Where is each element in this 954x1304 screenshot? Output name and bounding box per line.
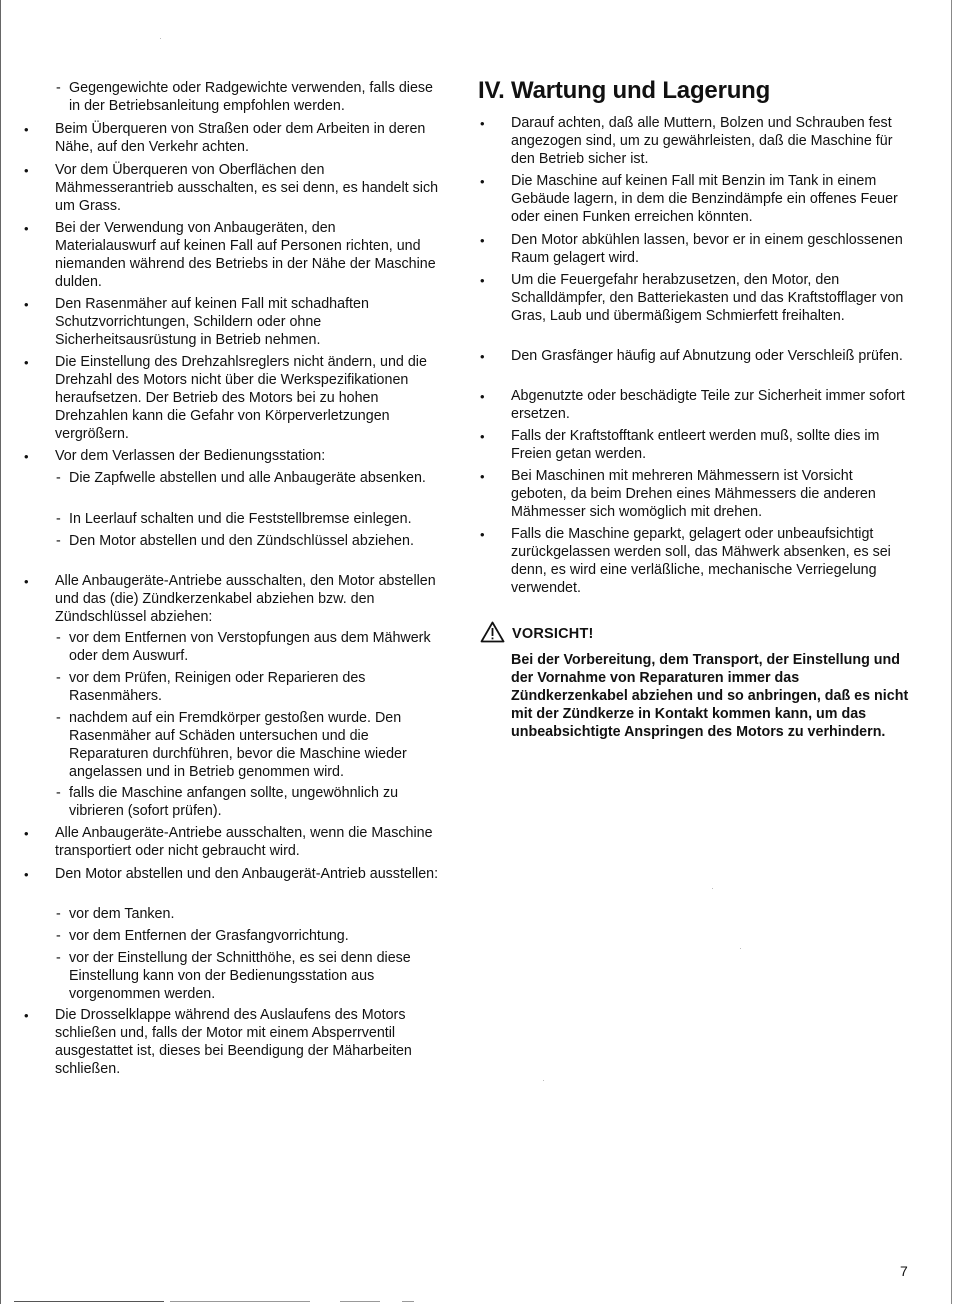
left-margin-rule bbox=[0, 0, 1, 1304]
dash-item: - vor dem Prüfen, Reinigen oder Reparieren des Rasenmähers. bbox=[69, 670, 439, 706]
caution-heading bbox=[480, 622, 594, 646]
dash-item: - Gegengewichte oder Radgewichte verwenden, falls diese in der Betriebsanleitung empfohlen werden. bbox=[69, 80, 439, 116]
dash-item: - Die Zapfwelle abstellen und alle Anbaugeräte absenken. bbox=[69, 470, 439, 488]
bullet-item: • Den Rasenmäher auf keinen Fall mit schadhaften Schutzvorrichtungen, Schildern oder ohne Sicherheitsausrüstung in Betrieb nehmen. bbox=[55, 296, 439, 350]
bullet-item: • Die Drosselklappe während des Auslaufens des Motors schließen und, falls der Motor mit einem Absperrventil ausgestattet ist, dieses bei Beendigung der Mäharbeiten schließen. bbox=[55, 1007, 439, 1079]
bullet-item: • Darauf achten, daß alle Muttern, Bolzen und Schrauben fest angezogen sind, um zu gewährleisten, daß die Maschine für den Betrieb sicher ist. bbox=[511, 115, 911, 169]
bullet-item: • Abgenutzte oder beschädigte Teile zur Sicherheit immer sofort ersetzen. bbox=[511, 388, 911, 424]
dash-item: - vor dem Entfernen von Verstopfungen aus dem Mähwerk oder dem Auswurf. bbox=[69, 630, 439, 666]
bullet-item: • Den Motor abkühlen lassen, bevor er in einem geschlossenen Raum gelagert wird. bbox=[511, 232, 911, 268]
bullet-item: • Die Maschine auf keinen Fall mit Benzin im Tank in einem Gebäude lagern, in dem die Benzindämpfe ein offenes Feuer oder einen Funken erreichen könnten. bbox=[511, 173, 911, 227]
dash-item: - Den Motor abstellen und den Zündschlüssel abziehen. bbox=[69, 533, 439, 551]
scan-speck bbox=[160, 38, 161, 39]
bullet-item: • Bei der Verwendung von Anbaugeräten, den Materialauswurf auf keinen Fall auf Personen richten, und niemanden während des Betriebs in der Nähe der Maschine dulden. bbox=[55, 220, 439, 292]
bullet-item: • Falls die Maschine geparkt, gelagert oder unbeaufsichtigt zurückgelassen werden soll, das Mähwerk absenken, es sei denn, es wird eine verläßliche, mechanische Verriegelung verwendet. bbox=[511, 526, 911, 598]
section-title: IV. Wartung und Lagerung bbox=[478, 77, 771, 104]
bullet-item: • Alle Anbaugeräte-Antriebe ausschalten, den Motor abstellen und das (die) Zündkerzenkabel abziehen bzw. den Zündschlüssel abziehen: bbox=[55, 573, 439, 627]
bottom-scan-line bbox=[14, 1301, 164, 1302]
bottom-scan-line bbox=[340, 1301, 380, 1302]
bullet-item: • Beim Überqueren von Straßen oder dem Arbeiten in deren Nähe, auf den Verkehr achten. bbox=[55, 121, 439, 157]
scan-speck bbox=[543, 1080, 544, 1081]
bullet-item: • Vor dem Verlassen der Bedienungsstation: bbox=[55, 448, 439, 466]
warning-triangle-icon bbox=[480, 621, 505, 647]
bullet-item: • Vor dem Überqueren von Oberflächen den Mähmesserantrieb ausschalten, es sei denn, es handelt sich um Grass. bbox=[55, 162, 439, 216]
bullet-item: • Die Einstellung des Drehzahlsreglers nicht ändern, und die Drehzahl des Motors nicht über die Werkspezifikationen heraufsetzen. Der Betrieb des Motors bei zu hohen Drehzahlen kann die Gefahr von Körperverletzungen vergrößern. bbox=[55, 354, 439, 444]
dash-item: - nachdem auf ein Fremdkörper gestoßen wurde. Den Rasenmäher auf Schäden untersuchen und die Reparaturen durchführen, bevor die Maschine wieder angelassen und in Betrieb genommen wird. bbox=[69, 710, 439, 782]
bullet-item: • Um die Feuergefahr herabzusetzen, den Motor, den Schalldämpfer, den Batteriekasten und das Kraftstofflager von Gras, Laub und übermäßigem Schmierfett freihalten. bbox=[511, 272, 911, 326]
dash-item: - vor der Einstellung der Schnitthöhe, es sei denn diese Einstellung kann von der Bedienungsstation aus vorgenommen werden. bbox=[69, 950, 439, 1004]
bullet-item: • Bei Maschinen mit mehreren Mähmessern ist Vorsicht geboten, da beim Drehen eines Mähmessers die anderen Mähmesser sich womöglich mit drehen. bbox=[511, 468, 911, 522]
caution-text: Bei der Vorbereitung, dem Transport, der Einstellung und der Vornahme von Reparaturen immer das Zündkerzenkabel abziehen und so anbringen, daß es nicht mit der Zündkerze in Kontakt kommen kann, um das unbeabsichtigte Anspringen des Motors zu verhindern. bbox=[511, 652, 909, 740]
bottom-scan-line bbox=[170, 1301, 310, 1302]
bullet-item: • Den Motor abstellen und den Anbaugerät-Antrieb ausstellen: bbox=[55, 866, 439, 884]
right-margin-rule bbox=[951, 0, 952, 1304]
bottom-scan-line bbox=[402, 1301, 414, 1302]
bullet-item: • Falls der Kraftstofftank entleert werden muß, sollte dies im Freien getan werden. bbox=[511, 428, 911, 464]
bullet-item: • Alle Anbaugeräte-Antriebe ausschalten, wenn die Maschine transportiert oder nicht gebraucht wird. bbox=[55, 825, 439, 861]
dash-item: - In Leerlauf schalten und die Feststellbremse einlegen. bbox=[69, 511, 439, 529]
dash-item: - vor dem Tanken. bbox=[69, 906, 439, 924]
dash-item: - vor dem Entfernen der Grasfangvorrichtung. bbox=[69, 928, 439, 946]
caution-label: VORSICHT! bbox=[512, 626, 594, 642]
bullet-item: • Den Grasfänger häufig auf Abnutzung oder Verschleiß prüfen. bbox=[511, 348, 911, 366]
dash-item: - falls die Maschine anfangen sollte, ungewöhnlich zu vibrieren (sofort prüfen). bbox=[69, 785, 439, 821]
scan-speck bbox=[712, 888, 713, 889]
page-number: 7 bbox=[900, 1263, 908, 1279]
scan-speck bbox=[740, 948, 741, 949]
